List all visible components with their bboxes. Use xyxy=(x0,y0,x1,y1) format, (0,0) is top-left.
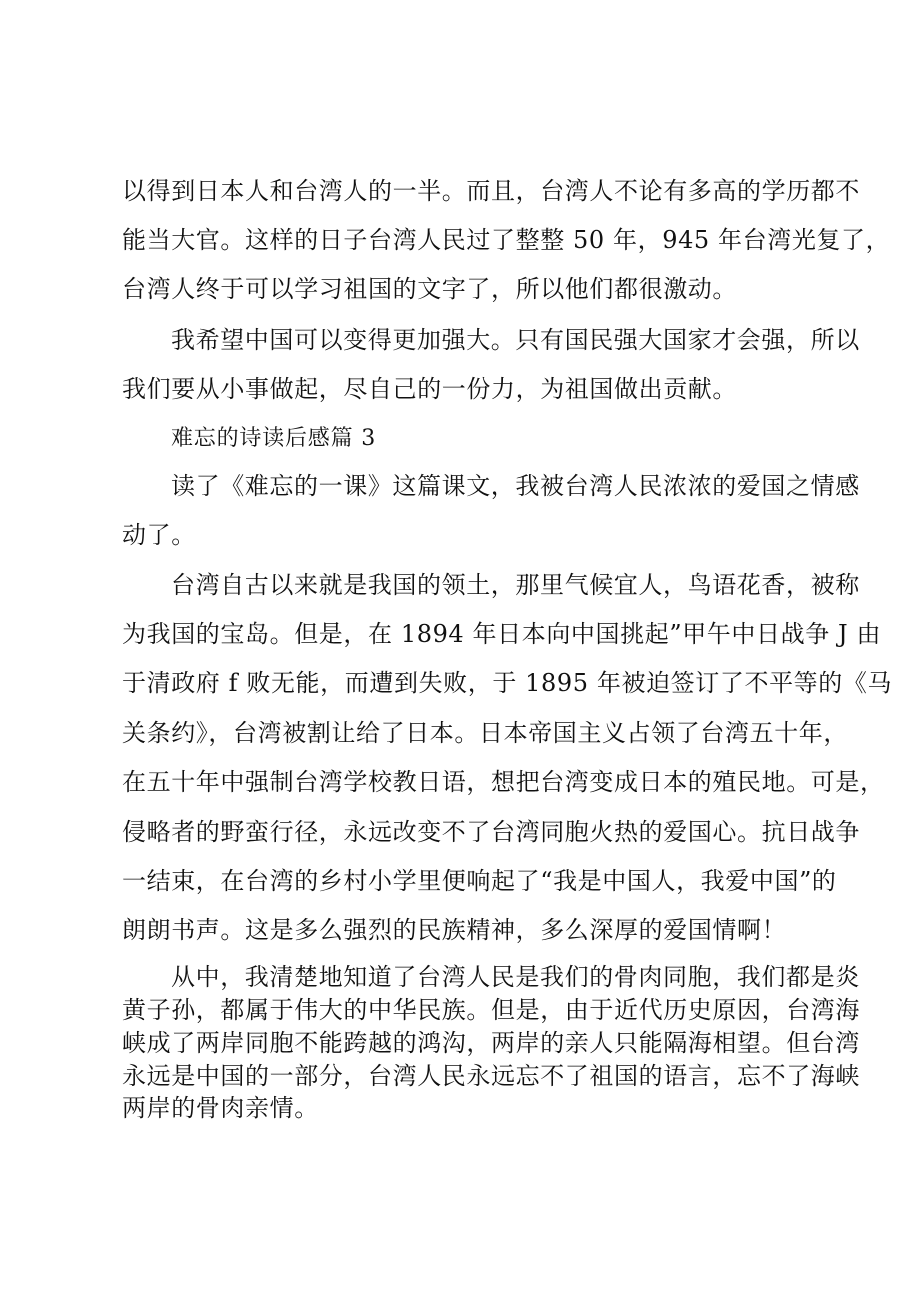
paragraph-2-line-1: 我希望中国可以变得更加强大。只有国民强大国家才会强，所以 xyxy=(171,326,860,354)
paragraph-5-line-4: 永远是中国的一部分，台湾人民永远忘不了祖国的语言，忘不了海峡 xyxy=(122,1062,860,1090)
paragraph-4-line-8: 朗朗书声。这是多么强烈的民族精神，多么深厚的爱国情啊！ xyxy=(122,916,787,944)
paragraph-4-line-6: 侵略者的野蛮行径，永远改变不了台湾同胞火热的爱国心。抗日战争 xyxy=(122,818,860,846)
paragraph-4-line-3: 于清政府 f 败无能，而遭到失败，于 1895 年被迫签订了不平等的《马 xyxy=(122,669,893,697)
paragraph-1-line-1: 以得到日本人和台湾人的一半。而且，台湾人不论有多高的学历都不 xyxy=(122,177,860,205)
paragraph-4-line-5: 在五十年中强制台湾学校教日语，想把台湾变成日本的殖民地。可是， xyxy=(122,768,885,796)
paragraph-5-line-3: 峡成了两岸同胞不能跨越的鸿沟，两岸的亲人只能隔海相望。但台湾 xyxy=(122,1029,860,1057)
paragraph-5-line-1: 从中，我清楚地知道了台湾人民是我们的骨肉同胞，我们都是炎 xyxy=(171,963,860,991)
paragraph-3-line-1: 读了《难忘的一课》这篇课文，我被台湾人民浓浓的爱国之情感 xyxy=(171,472,860,500)
paragraph-1-line-3: 台湾人终于可以学习祖国的文字了，所以他们都很激动。 xyxy=(122,275,737,303)
paragraph-4-line-7: 一结束，在台湾的乡村小学里便响起了“我是中国人，我爱中国”的 xyxy=(122,867,837,895)
paragraph-1-line-2: 能当大官。这样的日子台湾人民过了整整 50 年，945 年台湾光复了， xyxy=(122,226,891,254)
paragraph-4-line-4: 关条约》，台湾被割让给了日本。日本帝国主义占领了台湾五十年， xyxy=(122,719,848,747)
paragraph-4-line-2: 为我国的宝岛。但是，在 1894 年日本向中国挑起”甲午中日战争 J 由 xyxy=(122,620,882,648)
paragraph-5-line-5: 两岸的骨肉亲情。 xyxy=(122,1094,319,1122)
paragraph-3-line-2: 动了。 xyxy=(122,521,196,549)
paragraph-4-line-1: 台湾自古以来就是我国的领土，那里气候宜人，鸟语花香，被称 xyxy=(171,571,860,599)
paragraph-5-line-2: 黄子孙，都属于伟大的中华民族。但是，由于近代历史原因，台湾海 xyxy=(122,996,860,1024)
section-title: 难忘的诗读后感篇 3 xyxy=(171,426,376,451)
paragraph-2-line-2: 我们要从小事做起，尽自己的一份力，为祖国做出贡献。 xyxy=(122,375,737,403)
